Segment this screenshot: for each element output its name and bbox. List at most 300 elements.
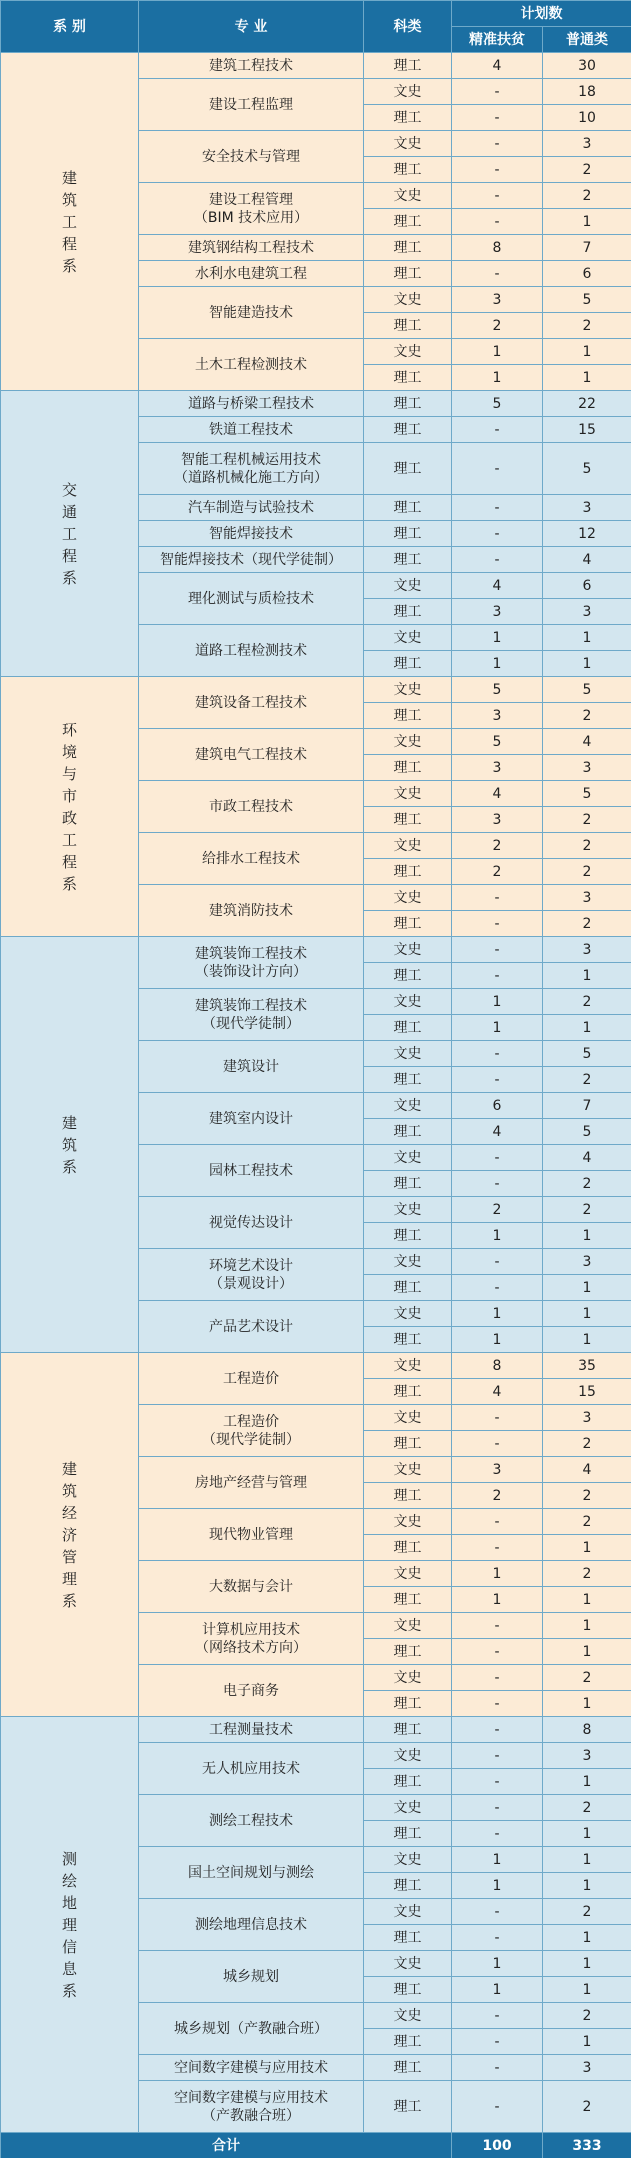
plan-poverty-cell: 3 xyxy=(452,1457,543,1483)
plan-general-cell: 4 xyxy=(543,547,631,573)
plan-poverty-cell: - xyxy=(452,1717,543,1743)
major-name: 工程造价 （现代学徒制） xyxy=(139,1405,364,1457)
subject-cell: 文史 xyxy=(364,1353,452,1379)
plan-general-cell: 2 xyxy=(543,1171,631,1197)
major-name: 房地产经营与管理 xyxy=(139,1457,364,1509)
plan-general-cell: 8 xyxy=(543,1717,631,1743)
major-name: 建筑装饰工程技术 （现代学徒制） xyxy=(139,989,364,1041)
plan-poverty-cell: - xyxy=(452,417,543,443)
subject-cell: 文史 xyxy=(364,833,452,859)
plan-general-cell: 1 xyxy=(543,1925,631,1951)
header-major: 专 业 xyxy=(139,1,364,53)
plan-general-cell: 5 xyxy=(543,287,631,313)
plan-general-cell: 30 xyxy=(543,53,631,79)
table-row xyxy=(1,53,631,79)
plan-poverty-cell: - xyxy=(452,495,543,521)
plan-general-cell: 1 xyxy=(543,1587,631,1613)
plan-general-cell: 1 xyxy=(543,1275,631,1301)
major-name: 智能焊接技术 xyxy=(139,521,364,547)
subject-cell: 文史 xyxy=(364,781,452,807)
plan-general-cell: 1 xyxy=(543,651,631,677)
major-name: 安全技术与管理 xyxy=(139,131,364,183)
subject-cell: 文史 xyxy=(364,625,452,651)
dept-name: 建筑工程系 xyxy=(61,168,77,275)
plan-general-cell: 2 xyxy=(543,2003,631,2029)
subject-cell: 理工 xyxy=(364,547,452,573)
subject-cell: 理工 xyxy=(364,1587,452,1613)
plan-poverty-cell: 3 xyxy=(452,807,543,833)
subject-cell: 理工 xyxy=(364,261,452,287)
plan-general-cell: 2 xyxy=(543,183,631,209)
plan-general-cell: 2 xyxy=(543,1197,631,1223)
plan-general-cell: 6 xyxy=(543,573,631,599)
plan-general-cell: 4 xyxy=(543,729,631,755)
subject-cell: 文史 xyxy=(364,183,452,209)
subject-cell: 理工 xyxy=(364,53,452,79)
major-name: 环境艺术设计 （景观设计） xyxy=(139,1249,364,1301)
dept-cell xyxy=(1,677,139,937)
subject-cell: 文史 xyxy=(364,573,452,599)
subject-cell: 文史 xyxy=(364,131,452,157)
major-name: 建筑电气工程技术 xyxy=(139,729,364,781)
subject-cell: 理工 xyxy=(364,911,452,937)
plan-general-cell: 3 xyxy=(543,1405,631,1431)
plan-poverty-cell: - xyxy=(452,1145,543,1171)
subject-cell: 理工 xyxy=(364,1873,452,1899)
plan-general-cell: 2 xyxy=(543,911,631,937)
plan-general-cell: 3 xyxy=(543,885,631,911)
plan-poverty-cell: - xyxy=(452,1665,543,1691)
major-name: 园林工程技术 xyxy=(139,1145,364,1197)
plan-general-cell: 2 xyxy=(543,989,631,1015)
subject-cell: 理工 xyxy=(364,417,452,443)
plan-general-cell: 12 xyxy=(543,521,631,547)
plan-general-cell: 1 xyxy=(543,1691,631,1717)
plan-general-cell: 7 xyxy=(543,235,631,261)
plan-general-cell: 3 xyxy=(543,2055,631,2081)
plan-poverty-cell: - xyxy=(452,2003,543,2029)
subject-cell: 文史 xyxy=(364,1145,452,1171)
plan-general-cell: 3 xyxy=(543,131,631,157)
subject-cell: 文史 xyxy=(364,1561,452,1587)
header-plan: 计划数 xyxy=(452,1,631,27)
plan-poverty-cell: 1 xyxy=(452,1223,543,1249)
plan-poverty-cell: - xyxy=(452,547,543,573)
plan-poverty-cell: 1 xyxy=(452,625,543,651)
plan-general-cell: 5 xyxy=(543,1119,631,1145)
subject-cell: 理工 xyxy=(364,1821,452,1847)
plan-poverty-cell: 1 xyxy=(452,339,543,365)
major-name: 水利水电建筑工程 xyxy=(139,261,364,287)
subject-cell: 文史 xyxy=(364,1951,452,1977)
plan-general-cell: 1 xyxy=(543,963,631,989)
subject-cell: 理工 xyxy=(364,1327,452,1353)
subject-cell: 理工 xyxy=(364,1275,452,1301)
major-name: 土木工程检测技术 xyxy=(139,339,364,391)
plan-poverty-cell: - xyxy=(452,1249,543,1275)
plan-poverty-cell: - xyxy=(452,261,543,287)
major-name: 计算机应用技术 （网络技术方向） xyxy=(139,1613,364,1665)
major-name: 建筑设计 xyxy=(139,1041,364,1093)
subject-cell: 文史 xyxy=(364,937,452,963)
plan-poverty-cell: 6 xyxy=(452,1093,543,1119)
header-plan-poverty: 精准扶贫 xyxy=(452,27,543,53)
plan-general-cell: 2 xyxy=(543,807,631,833)
major-name: 城乡规划 xyxy=(139,1951,364,2003)
major-name: 建筑装饰工程技术 （装饰设计方向） xyxy=(139,937,364,989)
total-label: 合计 xyxy=(1,2133,452,2158)
subject-cell: 文史 xyxy=(364,1509,452,1535)
dept-cell xyxy=(1,937,139,1353)
subject-cell: 理工 xyxy=(364,391,452,417)
plan-general-cell: 18 xyxy=(543,79,631,105)
plan-poverty-cell: 3 xyxy=(452,599,543,625)
subject-cell: 文史 xyxy=(364,1743,452,1769)
dept-cell xyxy=(1,1353,139,1717)
subject-cell: 文史 xyxy=(364,339,452,365)
plan-poverty-cell: - xyxy=(452,1925,543,1951)
subject-cell: 文史 xyxy=(364,1301,452,1327)
major-name: 给排水工程技术 xyxy=(139,833,364,885)
plan-poverty-cell: 2 xyxy=(452,1197,543,1223)
plan-poverty-cell: 2 xyxy=(452,313,543,339)
major-name: 建筑室内设计 xyxy=(139,1093,364,1145)
plan-poverty-cell: - xyxy=(452,105,543,131)
plan-general-cell: 2 xyxy=(543,859,631,885)
plan-poverty-cell: - xyxy=(452,131,543,157)
plan-poverty-cell: - xyxy=(452,1743,543,1769)
plan-general-cell: 3 xyxy=(543,937,631,963)
major-name: 汽车制造与试验技术 xyxy=(139,495,364,521)
subject-cell: 文史 xyxy=(364,1795,452,1821)
plan-general-cell: 1 xyxy=(543,1821,631,1847)
subject-cell: 理工 xyxy=(364,1535,452,1561)
plan-general-cell: 1 xyxy=(543,1951,631,1977)
subject-cell: 文史 xyxy=(364,1899,452,1925)
major-name: 建设工程管理 （BIM 技术应用） xyxy=(139,183,364,235)
subject-cell: 文史 xyxy=(364,1041,452,1067)
plan-general-cell: 3 xyxy=(543,599,631,625)
plan-general-cell: 3 xyxy=(543,1743,631,1769)
plan-poverty-cell: 1 xyxy=(452,1847,543,1873)
subject-cell: 理工 xyxy=(364,1431,452,1457)
major-name: 智能建造技术 xyxy=(139,287,364,339)
plan-general-cell: 2 xyxy=(543,1509,631,1535)
plan-poverty-cell: - xyxy=(452,157,543,183)
plan-poverty-cell: - xyxy=(452,1535,543,1561)
plan-poverty-cell: - xyxy=(452,1613,543,1639)
plan-general-cell: 7 xyxy=(543,1093,631,1119)
plan-general-cell: 4 xyxy=(543,1145,631,1171)
major-name: 城乡规划（产教融合班） xyxy=(139,2003,364,2055)
dept-group xyxy=(1,391,631,677)
plan-general-cell: 1 xyxy=(543,1015,631,1041)
plan-poverty-cell: 1 xyxy=(452,1301,543,1327)
major-name: 产品艺术设计 xyxy=(139,1301,364,1353)
plan-poverty-cell: - xyxy=(452,1405,543,1431)
plan-general-cell: 15 xyxy=(543,417,631,443)
plan-poverty-cell: 5 xyxy=(452,391,543,417)
plan-poverty-cell: - xyxy=(452,521,543,547)
plan-general-cell: 3 xyxy=(543,1249,631,1275)
subject-cell: 文史 xyxy=(364,1665,452,1691)
subject-cell: 文史 xyxy=(364,989,452,1015)
table-row xyxy=(1,677,631,703)
plan-general-cell: 10 xyxy=(543,105,631,131)
table-header xyxy=(1,1,631,53)
subject-cell: 理工 xyxy=(364,521,452,547)
subject-cell: 理工 xyxy=(364,1379,452,1405)
plan-poverty-cell: 5 xyxy=(452,677,543,703)
major-name: 道路工程检测技术 xyxy=(139,625,364,677)
plan-general-cell: 5 xyxy=(543,1041,631,1067)
subject-cell: 文史 xyxy=(364,287,452,313)
major-name: 建设工程监理 xyxy=(139,79,364,131)
major-name: 铁道工程技术 xyxy=(139,417,364,443)
subject-cell: 理工 xyxy=(364,1015,452,1041)
major-name: 空间数字建模与应用技术 xyxy=(139,2055,364,2081)
plan-poverty-cell: - xyxy=(452,937,543,963)
plan-poverty-cell: - xyxy=(452,1821,543,1847)
plan-general-cell: 2 xyxy=(543,1795,631,1821)
table-row xyxy=(1,1353,631,1379)
subject-cell: 文史 xyxy=(364,1093,452,1119)
subject-cell: 理工 xyxy=(364,235,452,261)
major-name: 工程造价 xyxy=(139,1353,364,1405)
plan-poverty-cell: - xyxy=(452,1509,543,1535)
plan-general-cell: 35 xyxy=(543,1353,631,1379)
plan-poverty-cell: 1 xyxy=(452,1327,543,1353)
subject-cell: 文史 xyxy=(364,1405,452,1431)
dept-cell xyxy=(1,53,139,391)
major-name: 电子商务 xyxy=(139,1665,364,1717)
plan-general-cell: 1 xyxy=(543,1327,631,1353)
subject-cell: 文史 xyxy=(364,1847,452,1873)
plan-poverty-cell: 1 xyxy=(452,1951,543,1977)
plan-general-cell: 1 xyxy=(543,2029,631,2055)
subject-cell: 理工 xyxy=(364,1223,452,1249)
plan-poverty-cell: 3 xyxy=(452,703,543,729)
plan-general-cell: 2 xyxy=(543,157,631,183)
plan-general-cell: 1 xyxy=(543,1301,631,1327)
plan-poverty-cell: - xyxy=(452,911,543,937)
plan-poverty-cell: 1 xyxy=(452,1977,543,2003)
subject-cell: 理工 xyxy=(364,365,452,391)
subject-cell: 理工 xyxy=(364,963,452,989)
plan-general-cell: 3 xyxy=(543,755,631,781)
subject-cell: 理工 xyxy=(364,1717,452,1743)
plan-poverty-cell: - xyxy=(452,1067,543,1093)
plan-poverty-cell: - xyxy=(452,183,543,209)
plan-poverty-cell: 1 xyxy=(452,1015,543,1041)
subject-cell: 理工 xyxy=(364,755,452,781)
total-poverty: 100 xyxy=(452,2133,543,2158)
subject-cell: 理工 xyxy=(364,599,452,625)
plan-poverty-cell: - xyxy=(452,443,543,495)
table-row xyxy=(1,937,631,963)
subject-cell: 文史 xyxy=(364,1249,452,1275)
plan-general-cell: 6 xyxy=(543,261,631,287)
major-name: 建筑消防技术 xyxy=(139,885,364,937)
dept-cell xyxy=(1,1717,139,2133)
dept-name: 测绘地理信息系 xyxy=(61,1849,77,2000)
plan-poverty-cell: 4 xyxy=(452,1119,543,1145)
plan-general-cell: 2 xyxy=(543,1483,631,1509)
plan-general-cell: 2 xyxy=(543,2081,631,2133)
major-name: 智能工程机械运用技术 （道路机械化施工方向） xyxy=(139,443,364,495)
plan-general-cell: 1 xyxy=(543,1613,631,1639)
major-name: 测绘地理信息技术 xyxy=(139,1899,364,1951)
subject-cell: 理工 xyxy=(364,1119,452,1145)
dept-name: 交通工程系 xyxy=(61,480,77,587)
subject-cell: 理工 xyxy=(364,495,452,521)
plan-poverty-cell: - xyxy=(452,963,543,989)
plan-general-cell: 15 xyxy=(543,1379,631,1405)
plan-poverty-cell: 4 xyxy=(452,53,543,79)
table-row xyxy=(1,1717,631,1743)
major-name: 大数据与会计 xyxy=(139,1561,364,1613)
plan-general-cell: 22 xyxy=(543,391,631,417)
subject-cell: 文史 xyxy=(364,729,452,755)
plan-poverty-cell: - xyxy=(452,1041,543,1067)
plan-general-cell: 1 xyxy=(543,209,631,235)
dept-name: 建筑经济管理系 xyxy=(61,1459,77,1610)
major-name: 智能焊接技术（现代学徒制） xyxy=(139,547,364,573)
plan-poverty-cell: 3 xyxy=(452,755,543,781)
plan-general-cell: 1 xyxy=(543,365,631,391)
plan-poverty-cell: - xyxy=(452,1275,543,1301)
total-general: 333 xyxy=(543,2133,631,2158)
plan-poverty-cell: - xyxy=(452,79,543,105)
plan-poverty-cell: 1 xyxy=(452,989,543,1015)
plan-poverty-cell: 3 xyxy=(452,287,543,313)
major-name: 建筑设备工程技术 xyxy=(139,677,364,729)
plan-poverty-cell: 1 xyxy=(452,651,543,677)
plan-poverty-cell: 2 xyxy=(452,833,543,859)
plan-general-cell: 2 xyxy=(543,1899,631,1925)
subject-cell: 理工 xyxy=(364,651,452,677)
plan-general-cell: 2 xyxy=(543,1431,631,1457)
plan-poverty-cell: - xyxy=(452,885,543,911)
subject-cell: 文史 xyxy=(364,2003,452,2029)
subject-cell: 理工 xyxy=(364,1769,452,1795)
dept-name: 建筑系 xyxy=(61,1113,77,1176)
plan-general-cell: 5 xyxy=(543,443,631,495)
plan-general-cell: 1 xyxy=(543,625,631,651)
plan-poverty-cell: - xyxy=(452,1769,543,1795)
major-name: 理化测试与质检技术 xyxy=(139,573,364,625)
header-subject: 科类 xyxy=(364,1,452,53)
subject-cell: 文史 xyxy=(364,885,452,911)
dept-group xyxy=(1,1717,631,2133)
major-name: 市政工程技术 xyxy=(139,781,364,833)
major-name: 视觉传达设计 xyxy=(139,1197,364,1249)
major-name: 道路与桥梁工程技术 xyxy=(139,391,364,417)
plan-poverty-cell: 4 xyxy=(452,781,543,807)
major-name: 无人机应用技术 xyxy=(139,1743,364,1795)
plan-poverty-cell: 2 xyxy=(452,1483,543,1509)
plan-poverty-cell: - xyxy=(452,1171,543,1197)
plan-poverty-cell: - xyxy=(452,1639,543,1665)
plan-general-cell: 3 xyxy=(543,495,631,521)
subject-cell: 理工 xyxy=(364,313,452,339)
plan-general-cell: 5 xyxy=(543,781,631,807)
subject-cell: 文史 xyxy=(364,677,452,703)
header-dept: 系 别 xyxy=(1,1,139,53)
subject-cell: 理工 xyxy=(364,1925,452,1951)
major-name: 现代物业管理 xyxy=(139,1509,364,1561)
plan-general-cell: 1 xyxy=(543,1639,631,1665)
dept-group xyxy=(1,1353,631,1717)
subject-cell: 文史 xyxy=(364,1197,452,1223)
subject-cell: 理工 xyxy=(364,1639,452,1665)
major-name: 空间数字建模与应用技术 （产教融合班） xyxy=(139,2081,364,2133)
dept-group xyxy=(1,677,631,937)
plan-poverty-cell: 1 xyxy=(452,1587,543,1613)
major-name: 建筑工程技术 xyxy=(139,53,364,79)
subject-cell: 理工 xyxy=(364,2029,452,2055)
subject-cell: 理工 xyxy=(364,1483,452,1509)
plan-general-cell: 2 xyxy=(543,703,631,729)
subject-cell: 理工 xyxy=(364,1691,452,1717)
plan-general-cell: 1 xyxy=(543,1223,631,1249)
plan-poverty-cell: 8 xyxy=(452,235,543,261)
subject-cell: 理工 xyxy=(364,2055,452,2081)
plan-general-cell: 1 xyxy=(543,1847,631,1873)
plan-general-cell: 2 xyxy=(543,1067,631,1093)
plan-poverty-cell: - xyxy=(452,2055,543,2081)
dept-name: 环境与市政工程系 xyxy=(61,720,77,893)
plan-poverty-cell: 1 xyxy=(452,1561,543,1587)
plan-poverty-cell: 1 xyxy=(452,1873,543,1899)
header-plan-general: 普通类 xyxy=(543,27,631,53)
dept-group xyxy=(1,937,631,1353)
plan-general-cell: 2 xyxy=(543,313,631,339)
table-footer xyxy=(1,2133,631,2158)
plan-poverty-cell: 4 xyxy=(452,573,543,599)
dept-cell xyxy=(1,391,139,677)
major-name: 国土空间规划与测绘 xyxy=(139,1847,364,1899)
major-name: 建筑钢结构工程技术 xyxy=(139,235,364,261)
subject-cell: 理工 xyxy=(364,807,452,833)
subject-cell: 文史 xyxy=(364,1613,452,1639)
subject-cell: 理工 xyxy=(364,859,452,885)
subject-cell: 理工 xyxy=(364,1977,452,2003)
plan-general-cell: 1 xyxy=(543,1873,631,1899)
plan-poverty-cell: 1 xyxy=(452,365,543,391)
plan-poverty-cell: - xyxy=(452,1899,543,1925)
plan-general-cell: 1 xyxy=(543,1535,631,1561)
plan-poverty-cell: 5 xyxy=(452,729,543,755)
subject-cell: 理工 xyxy=(364,105,452,131)
plan-poverty-cell: 4 xyxy=(452,1379,543,1405)
plan-general-cell: 2 xyxy=(543,1561,631,1587)
plan-general-cell: 4 xyxy=(543,1457,631,1483)
plan-poverty-cell: - xyxy=(452,2081,543,2133)
major-name: 工程测量技术 xyxy=(139,1717,364,1743)
subject-cell: 文史 xyxy=(364,79,452,105)
plan-general-cell: 2 xyxy=(543,1665,631,1691)
plan-poverty-cell: 2 xyxy=(452,859,543,885)
subject-cell: 理工 xyxy=(364,2081,452,2133)
plan-general-cell: 1 xyxy=(543,1977,631,2003)
major-name: 测绘工程技术 xyxy=(139,1795,364,1847)
plan-general-cell: 1 xyxy=(543,339,631,365)
dept-group xyxy=(1,53,631,391)
subject-cell: 理工 xyxy=(364,443,452,495)
table-row xyxy=(1,391,631,417)
plan-poverty-cell: - xyxy=(452,2029,543,2055)
